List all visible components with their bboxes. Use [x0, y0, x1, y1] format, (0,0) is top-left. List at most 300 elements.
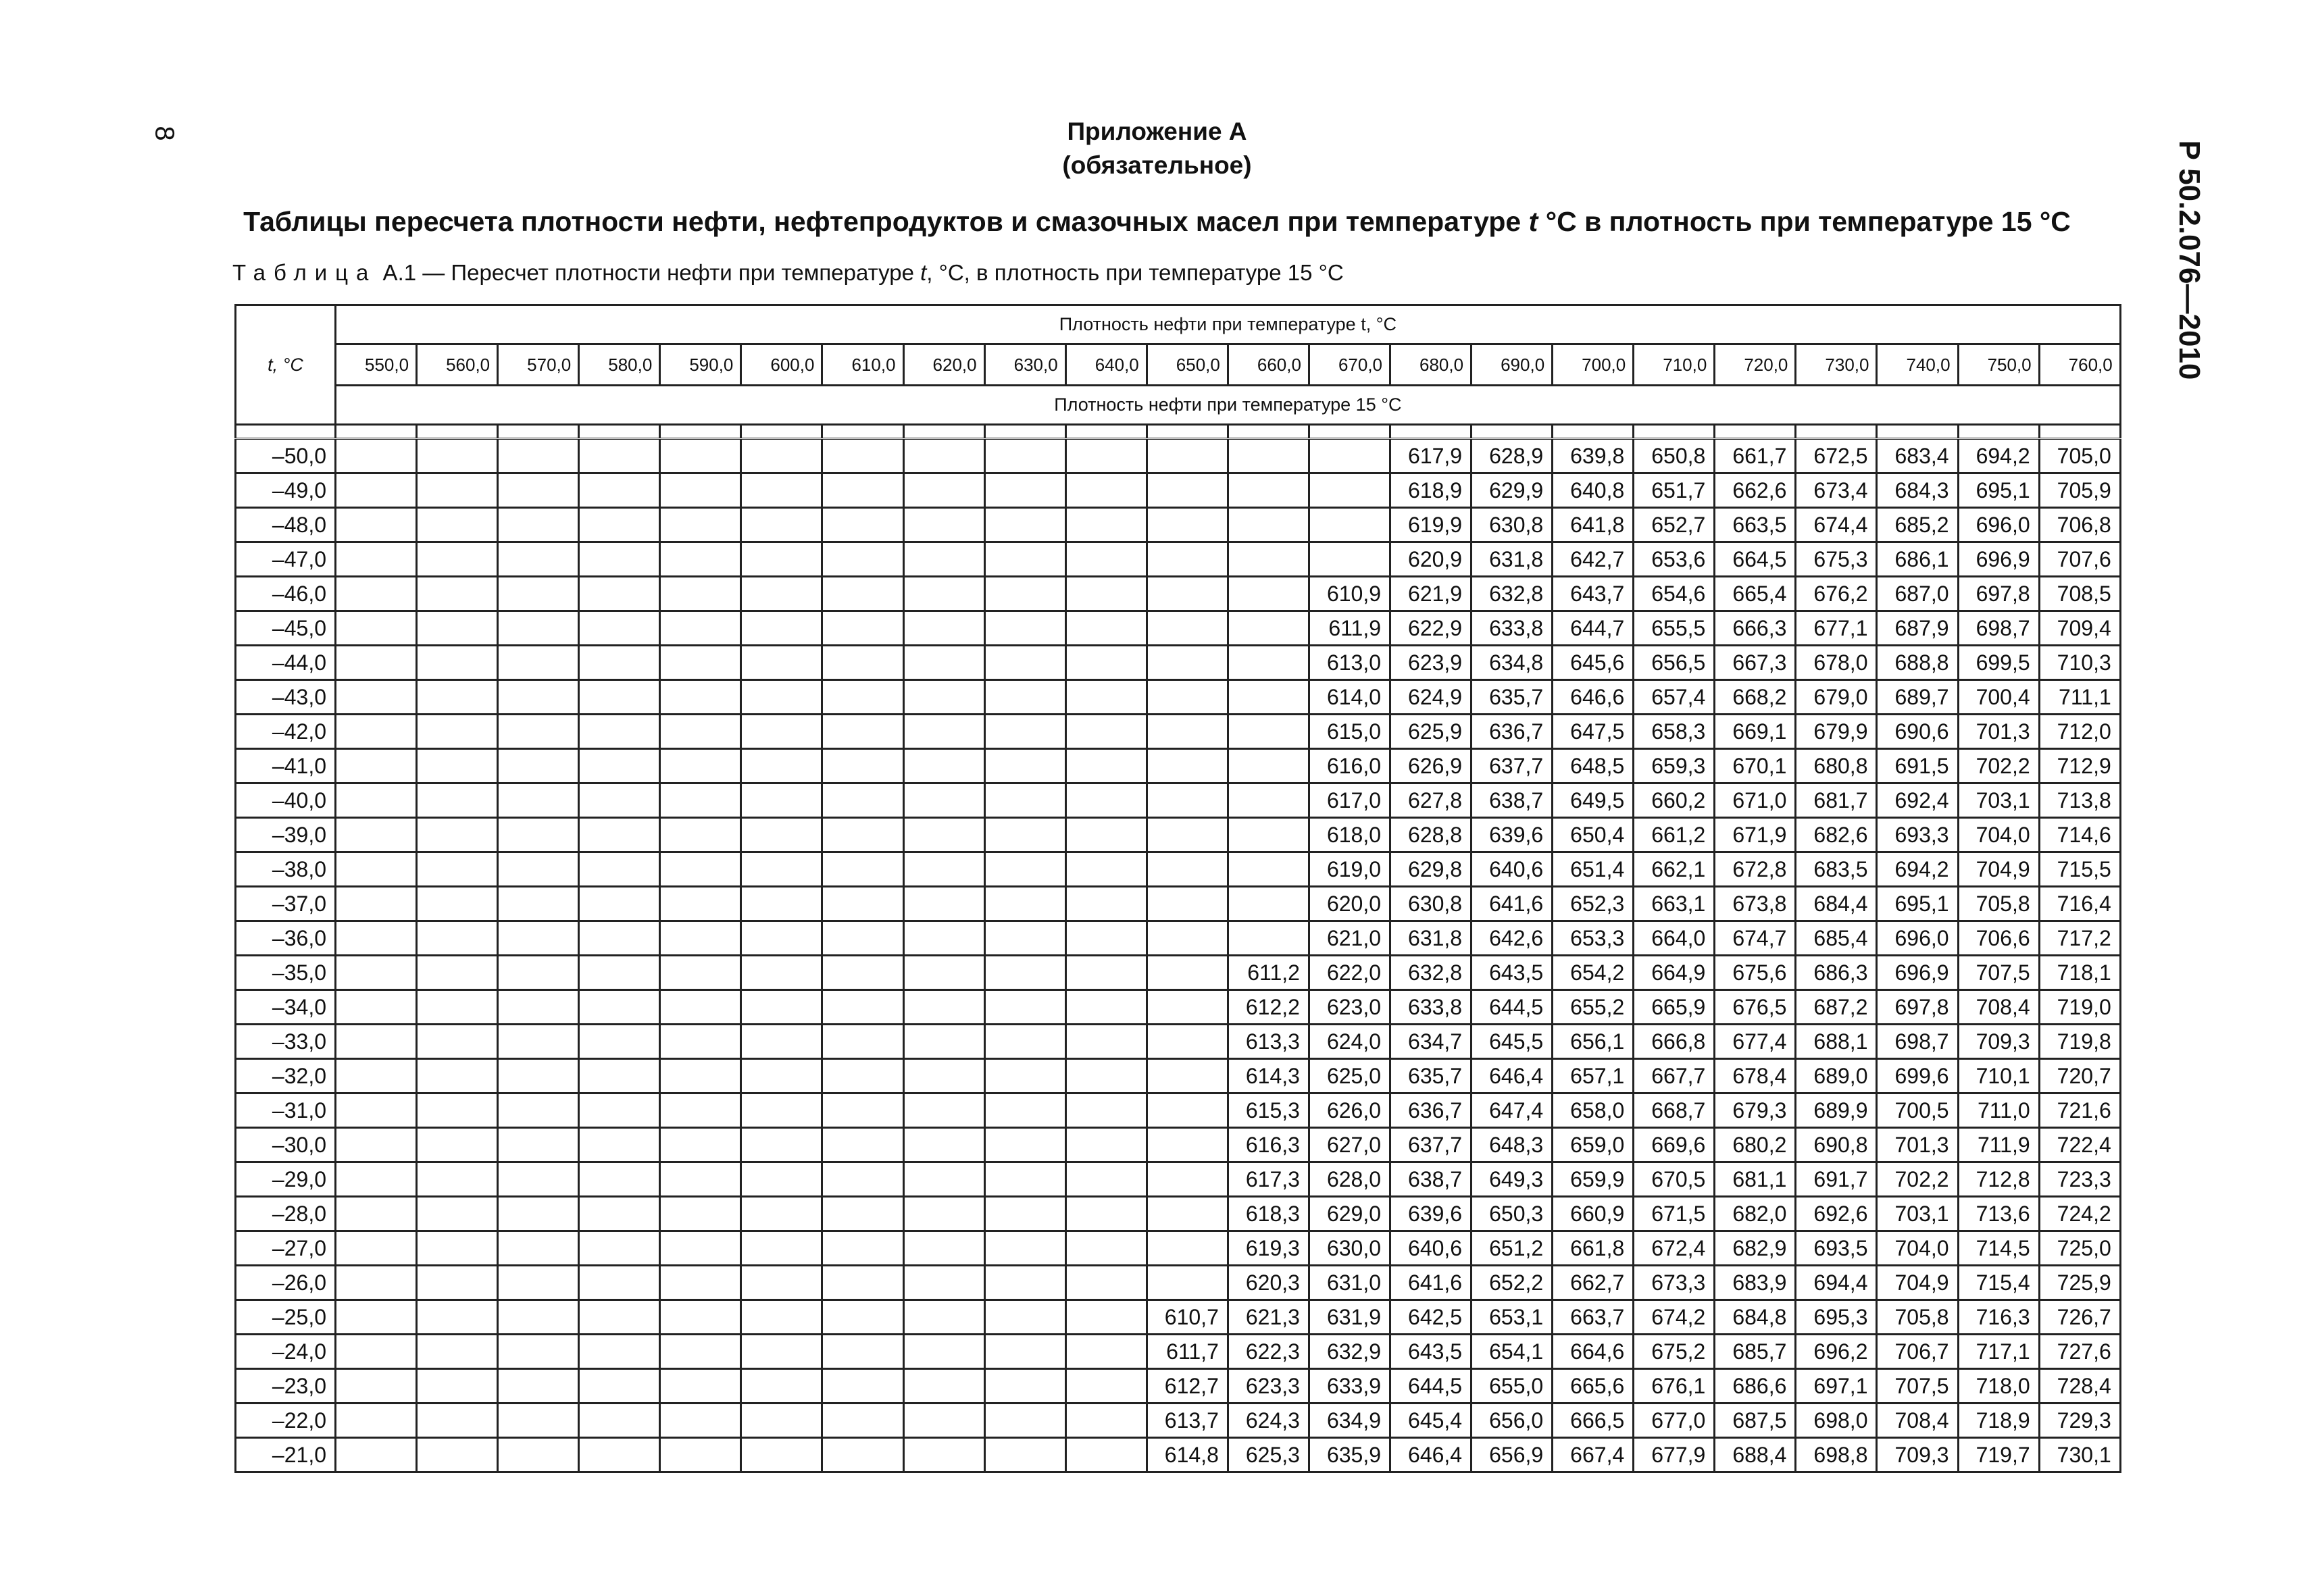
density-cell: 635,9	[1309, 1438, 1390, 1472]
density-cell: 642,7	[1553, 542, 1634, 577]
density-cell: 686,1	[1877, 542, 1958, 577]
table-caption	[232, 260, 1344, 286]
density-cell	[660, 921, 741, 956]
density-cell: 677,4	[1715, 1025, 1796, 1059]
density-cell	[336, 473, 417, 508]
title-prefix: Таблицы пересчета плотности нефти, нефтепродуктов и смазочных масел при температуре	[243, 206, 1529, 237]
density-cell	[741, 542, 822, 577]
density-cell	[498, 1300, 579, 1335]
header-row-bottom	[236, 386, 2121, 425]
density-cell	[336, 680, 417, 715]
density-cell	[903, 508, 984, 542]
caption-label: Таблица	[232, 260, 377, 285]
density-cell	[417, 1231, 498, 1266]
density-cell: 650,3	[1472, 1197, 1553, 1231]
density-cell	[579, 818, 660, 852]
density-cell	[498, 542, 579, 577]
density-cell: 687,0	[1877, 577, 1958, 611]
density-cell	[741, 1162, 822, 1197]
density-cell	[579, 1404, 660, 1438]
density-cell: 683,9	[1715, 1266, 1796, 1300]
density-cell	[579, 680, 660, 715]
density-cell: 676,5	[1715, 990, 1796, 1025]
density-cell: 613,7	[1147, 1404, 1228, 1438]
density-cell	[336, 887, 417, 921]
temperature-cell: –43,0	[236, 680, 336, 715]
density-cell: 713,6	[1958, 1197, 2039, 1231]
density-cell	[984, 1162, 1065, 1197]
density-cell: 673,4	[1796, 473, 1877, 508]
density-cell	[579, 542, 660, 577]
density-cell: 644,5	[1472, 990, 1553, 1025]
density-cell	[660, 577, 741, 611]
density-cell	[741, 1025, 822, 1059]
density-cell: 709,3	[1877, 1438, 1958, 1472]
density-cell: 652,3	[1553, 887, 1634, 921]
density-cell: 644,5	[1390, 1369, 1472, 1404]
density-cell	[336, 1059, 417, 1093]
density-cell	[822, 921, 903, 956]
table-row	[236, 990, 2121, 1025]
density-cell	[579, 611, 660, 646]
density-cell	[660, 818, 741, 852]
density-cell: 664,9	[1634, 956, 1715, 990]
density-cell: 693,3	[1877, 818, 1958, 852]
density-cell	[984, 852, 1065, 887]
density-cell	[660, 1438, 741, 1472]
density-cell	[1228, 577, 1309, 611]
density-cell: 634,9	[1309, 1404, 1390, 1438]
density-cell: 702,2	[1877, 1162, 1958, 1197]
density-cell	[822, 646, 903, 680]
density-cell	[336, 852, 417, 887]
density-cell	[741, 749, 822, 783]
density-cell	[984, 1266, 1065, 1300]
density-cell: 684,4	[1796, 887, 1877, 921]
column-header: 760,0	[2039, 344, 2120, 386]
density-cell: 655,0	[1472, 1369, 1553, 1404]
density-cell	[984, 1404, 1065, 1438]
temperature-cell: –49,0	[236, 473, 336, 508]
density-cell: 689,0	[1796, 1059, 1877, 1093]
density-cell	[1147, 1162, 1228, 1197]
density-cell	[1228, 749, 1309, 783]
density-cell: 653,3	[1553, 921, 1634, 956]
table-row	[236, 887, 2121, 921]
density-cell: 729,3	[2039, 1404, 2120, 1438]
density-cell: 682,0	[1715, 1197, 1796, 1231]
density-cell: 620,3	[1228, 1266, 1309, 1300]
density-cell: 612,2	[1228, 990, 1309, 1025]
density-cell: 652,2	[1472, 1266, 1553, 1300]
density-cell	[579, 1335, 660, 1369]
density-cell	[822, 577, 903, 611]
density-cell	[984, 990, 1065, 1025]
density-cell: 701,3	[1877, 1128, 1958, 1162]
density-cell	[336, 818, 417, 852]
column-header: 710,0	[1634, 344, 1715, 386]
density-cell: 687,2	[1796, 990, 1877, 1025]
density-cell: 639,8	[1553, 439, 1634, 473]
density-cell: 634,8	[1472, 646, 1553, 680]
gap-cell	[1390, 425, 1472, 439]
density-cell	[498, 1266, 579, 1300]
density-cell	[984, 1369, 1065, 1404]
density-cell	[741, 715, 822, 749]
density-cell: 708,4	[1958, 990, 2039, 1025]
density-cell: 640,6	[1472, 852, 1553, 887]
density-cell	[579, 1197, 660, 1231]
document-code: Р 50.2.076—2010	[2173, 140, 2206, 380]
density-cell	[417, 1335, 498, 1369]
density-cell	[498, 1335, 579, 1369]
density-cell: 709,3	[1958, 1025, 2039, 1059]
density-cell: 636,7	[1390, 1093, 1472, 1128]
density-cell	[579, 1300, 660, 1335]
density-cell	[984, 887, 1065, 921]
density-cell: 685,2	[1877, 508, 1958, 542]
density-cell: 647,4	[1472, 1093, 1553, 1128]
density-cell: 703,1	[1958, 783, 2039, 818]
density-cell	[903, 611, 984, 646]
density-cell	[336, 715, 417, 749]
density-cell: 675,2	[1634, 1335, 1715, 1369]
density-cell: 632,8	[1390, 956, 1472, 990]
density-cell	[417, 577, 498, 611]
density-cell: 672,4	[1634, 1231, 1715, 1266]
density-cell: 663,7	[1553, 1300, 1634, 1335]
density-cell: 711,0	[1958, 1093, 2039, 1128]
density-cell: 688,4	[1715, 1438, 1796, 1472]
temp-column-header	[236, 305, 336, 425]
density-cell: 623,0	[1309, 990, 1390, 1025]
density-cell	[1065, 1231, 1147, 1266]
density-cell	[660, 542, 741, 577]
density-cell: 637,7	[1390, 1128, 1472, 1162]
density-cell: 726,7	[2039, 1300, 2120, 1335]
density-cell	[741, 1128, 822, 1162]
density-cell	[741, 1369, 822, 1404]
page-number: 8	[149, 126, 180, 141]
gap-cell	[498, 425, 579, 439]
table-row	[236, 646, 2121, 680]
density-cell	[984, 1300, 1065, 1335]
density-cell: 700,4	[1958, 680, 2039, 715]
density-cell: 706,7	[1877, 1335, 1958, 1369]
temperature-cell: –31,0	[236, 1093, 336, 1128]
density-cell	[1147, 611, 1228, 646]
column-header: 590,0	[660, 344, 741, 386]
density-cell: 655,5	[1634, 611, 1715, 646]
density-cell	[822, 1438, 903, 1472]
density-cell	[1065, 508, 1147, 542]
temperature-cell: –33,0	[236, 1025, 336, 1059]
density-cell: 662,6	[1715, 473, 1796, 508]
header-row-columns	[236, 344, 2121, 386]
density-cell	[984, 1059, 1065, 1093]
density-cell	[1228, 611, 1309, 646]
density-cell: 621,9	[1390, 577, 1472, 611]
density-cell: 681,1	[1715, 1162, 1796, 1197]
density-cell: 623,3	[1228, 1369, 1309, 1404]
density-cell: 641,8	[1553, 508, 1634, 542]
density-cell	[336, 542, 417, 577]
density-cell: 635,7	[1390, 1059, 1472, 1093]
density-cell	[579, 749, 660, 783]
gap-cell	[579, 425, 660, 439]
density-cell	[903, 1025, 984, 1059]
density-cell	[1228, 818, 1309, 852]
density-cell: 654,1	[1472, 1335, 1553, 1369]
density-cell: 614,3	[1228, 1059, 1309, 1093]
density-cell	[1147, 1128, 1228, 1162]
gap-cell	[1228, 425, 1309, 439]
table-row	[236, 1404, 2121, 1438]
density-cell	[1065, 818, 1147, 852]
density-cell: 671,9	[1715, 818, 1796, 852]
temperature-cell: –27,0	[236, 1231, 336, 1266]
density-cell: 674,4	[1796, 508, 1877, 542]
density-cell	[984, 542, 1065, 577]
density-cell: 660,2	[1634, 783, 1715, 818]
density-cell: 668,7	[1634, 1093, 1715, 1128]
density-cell	[741, 1266, 822, 1300]
table-row	[236, 577, 2121, 611]
gap-cell	[660, 425, 741, 439]
density-cell: 614,0	[1309, 680, 1390, 715]
density-cell: 696,0	[1958, 508, 2039, 542]
density-cell: 679,0	[1796, 680, 1877, 715]
density-table	[234, 304, 2121, 1473]
density-cell	[903, 473, 984, 508]
density-cell	[579, 990, 660, 1025]
gap-cell	[741, 425, 822, 439]
density-cell: 611,2	[1228, 956, 1309, 990]
table-row	[236, 1369, 2121, 1404]
density-cell: 723,3	[2039, 1162, 2120, 1197]
density-cell	[1065, 611, 1147, 646]
density-cell	[1065, 1197, 1147, 1231]
caption-suffix: , °С, в плотность при температуре 15 °С	[926, 260, 1344, 285]
density-cell	[984, 577, 1065, 611]
density-cell: 681,7	[1796, 783, 1877, 818]
density-cell: 716,3	[1958, 1300, 2039, 1335]
density-cell	[579, 956, 660, 990]
density-cell	[741, 1059, 822, 1093]
density-cell: 617,0	[1309, 783, 1390, 818]
density-cell: 697,8	[1877, 990, 1958, 1025]
density-cell	[660, 1128, 741, 1162]
density-cell	[660, 1300, 741, 1335]
density-cell: 623,9	[1390, 646, 1472, 680]
density-cell	[903, 783, 984, 818]
density-cell	[1147, 818, 1228, 852]
density-cell: 625,0	[1309, 1059, 1390, 1093]
density-cell: 627,0	[1309, 1128, 1390, 1162]
density-cell	[417, 542, 498, 577]
density-cell	[822, 1093, 903, 1128]
density-cell: 719,7	[1958, 1438, 2039, 1472]
density-cell	[417, 1093, 498, 1128]
table-row	[236, 439, 2121, 473]
density-cell: 704,9	[1877, 1266, 1958, 1300]
density-cell: 718,9	[1958, 1404, 2039, 1438]
density-cell: 638,7	[1472, 783, 1553, 818]
density-cell: 647,5	[1553, 715, 1634, 749]
gap-cell	[822, 425, 903, 439]
gap-cell	[1065, 425, 1147, 439]
column-header: 600,0	[741, 344, 822, 386]
density-cell	[903, 1093, 984, 1128]
density-cell: 669,6	[1634, 1128, 1715, 1162]
density-cell	[660, 1162, 741, 1197]
density-cell	[903, 852, 984, 887]
gap-cell	[1715, 425, 1796, 439]
density-cell	[741, 1335, 822, 1369]
density-cell: 704,9	[1958, 852, 2039, 887]
temperature-cell: –32,0	[236, 1059, 336, 1093]
density-cell: 728,4	[2039, 1369, 2120, 1404]
density-cell: 640,8	[1553, 473, 1634, 508]
density-cell	[903, 1197, 984, 1231]
density-cell: 621,3	[1228, 1300, 1309, 1335]
density-cell: 619,9	[1390, 508, 1472, 542]
density-cell	[579, 1231, 660, 1266]
density-cell	[822, 1335, 903, 1369]
header-gap-row	[236, 425, 2121, 439]
density-cell	[1065, 680, 1147, 715]
density-cell	[660, 508, 741, 542]
column-header: 580,0	[579, 344, 660, 386]
density-cell: 634,7	[1390, 1025, 1472, 1059]
density-cell: 687,9	[1877, 611, 1958, 646]
density-cell: 666,3	[1715, 611, 1796, 646]
density-cell	[741, 783, 822, 818]
density-cell	[417, 1128, 498, 1162]
density-cell: 720,7	[2039, 1059, 2120, 1093]
table-row	[236, 680, 2121, 715]
temperature-cell: –50,0	[236, 439, 336, 473]
density-cell: 652,7	[1634, 508, 1715, 542]
density-cell	[1147, 1059, 1228, 1093]
table-row	[236, 818, 2121, 852]
density-cell	[579, 577, 660, 611]
density-cell	[1065, 1300, 1147, 1335]
density-cell: 710,1	[1958, 1059, 2039, 1093]
density-cell: 718,1	[2039, 956, 2120, 990]
density-cell	[498, 852, 579, 887]
table-row	[236, 473, 2121, 508]
density-cell: 719,0	[2039, 990, 2120, 1025]
density-cell	[822, 990, 903, 1025]
density-cell	[741, 577, 822, 611]
density-cell: 676,1	[1634, 1369, 1715, 1404]
density-cell: 626,0	[1309, 1093, 1390, 1128]
density-cell	[417, 956, 498, 990]
density-cell	[417, 818, 498, 852]
density-cell	[741, 439, 822, 473]
temperature-cell: –24,0	[236, 1335, 336, 1369]
density-cell	[1065, 577, 1147, 611]
column-header: 750,0	[1958, 344, 2039, 386]
density-cell: 670,1	[1715, 749, 1796, 783]
density-cell	[822, 1300, 903, 1335]
density-cell	[1228, 473, 1309, 508]
density-cell: 658,0	[1553, 1093, 1634, 1128]
density-cell: 712,9	[2039, 749, 2120, 783]
density-cell	[1147, 749, 1228, 783]
density-cell	[1065, 1369, 1147, 1404]
density-cell: 683,5	[1796, 852, 1877, 887]
density-cell	[336, 1231, 417, 1266]
temperature-cell: –45,0	[236, 611, 336, 646]
density-cell	[822, 956, 903, 990]
table-row	[236, 542, 2121, 577]
density-cell	[579, 1059, 660, 1093]
density-cell	[741, 1197, 822, 1231]
density-cell	[984, 473, 1065, 508]
density-cell: 694,2	[1958, 439, 2039, 473]
density-cell	[579, 1025, 660, 1059]
density-cell: 724,2	[2039, 1197, 2120, 1231]
density-cell	[822, 439, 903, 473]
density-cell: 645,5	[1472, 1025, 1553, 1059]
density-cell	[903, 1059, 984, 1093]
temperature-cell: –22,0	[236, 1404, 336, 1438]
density-cell	[1147, 1093, 1228, 1128]
density-cell: 690,6	[1877, 715, 1958, 749]
density-cell	[1228, 680, 1309, 715]
temperature-cell: –39,0	[236, 818, 336, 852]
density-cell: 629,9	[1472, 473, 1553, 508]
temperature-cell: –34,0	[236, 990, 336, 1025]
table-row	[236, 921, 2121, 956]
density-cell	[498, 1093, 579, 1128]
density-cell: 651,7	[1634, 473, 1715, 508]
density-cell: 698,7	[1877, 1025, 1958, 1059]
density-cell	[984, 715, 1065, 749]
density-cell: 696,0	[1877, 921, 1958, 956]
density-cell	[498, 818, 579, 852]
caption-t: t	[920, 260, 927, 285]
density-cell	[336, 1404, 417, 1438]
density-cell	[660, 1335, 741, 1369]
density-cell: 686,3	[1796, 956, 1877, 990]
temperature-cell: –21,0	[236, 1438, 336, 1472]
density-cell	[903, 818, 984, 852]
density-cell	[660, 887, 741, 921]
density-cell: 648,5	[1553, 749, 1634, 783]
density-cell: 695,3	[1796, 1300, 1877, 1335]
density-cell: 716,4	[2039, 887, 2120, 921]
column-header: 610,0	[822, 344, 903, 386]
density-cell	[660, 783, 741, 818]
density-cell	[741, 1300, 822, 1335]
density-cell	[1065, 1025, 1147, 1059]
temperature-cell: –26,0	[236, 1266, 336, 1300]
density-cell	[498, 1128, 579, 1162]
density-cell: 680,8	[1796, 749, 1877, 783]
density-cell: 691,7	[1796, 1162, 1877, 1197]
density-cell	[1065, 542, 1147, 577]
density-cell	[417, 1404, 498, 1438]
density-cell: 611,7	[1147, 1335, 1228, 1369]
density-cell	[336, 1300, 417, 1335]
density-cell	[822, 715, 903, 749]
density-cell	[660, 749, 741, 783]
temperature-cell: –47,0	[236, 542, 336, 577]
table-row	[236, 1059, 2121, 1093]
